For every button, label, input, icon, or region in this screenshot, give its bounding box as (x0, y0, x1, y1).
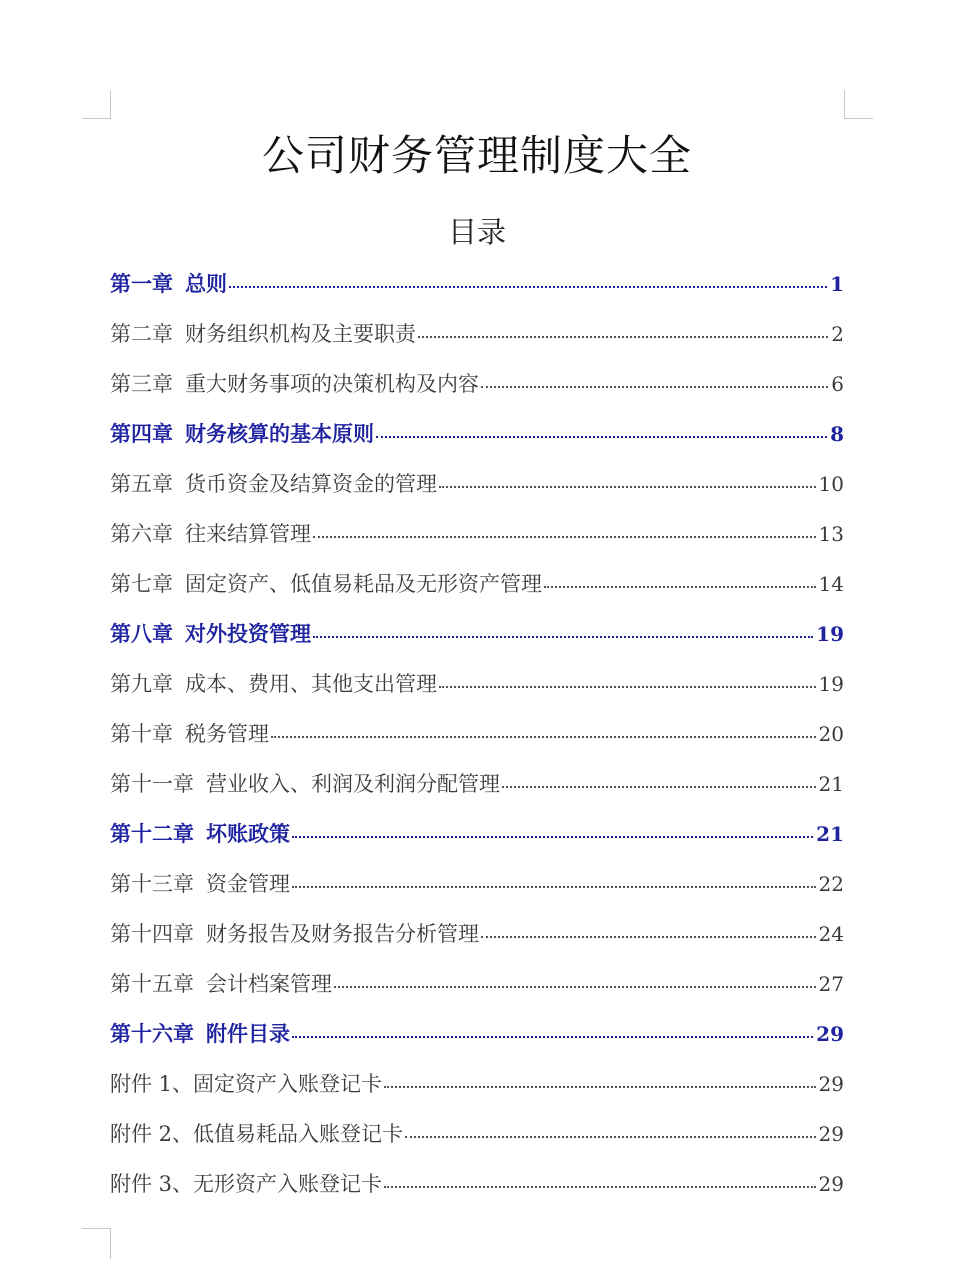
toc-entry-label (110, 962, 332, 1006)
toc-chapter-number: 第十五章 (110, 972, 194, 996)
toc-page-number: 27 (818, 972, 844, 996)
toc-dot-leader (229, 286, 827, 288)
toc-chapter-number: 第八章 (110, 621, 173, 646)
toc-chapter-number: 第十四章 (110, 922, 194, 946)
toc-page-number: 13 (818, 522, 844, 546)
toc-chapter-title: 税务管理 (185, 722, 269, 746)
toc-dot-leader (384, 1186, 816, 1188)
toc-entry[interactable] (110, 862, 844, 912)
toc-page-number: 22 (818, 872, 844, 896)
toc-page-number: 19 (816, 622, 844, 646)
toc-chapter-number: 第十一章 (110, 772, 194, 796)
toc-dot-leader (313, 536, 816, 538)
toc-chapter-title: 总则 (185, 271, 227, 296)
toc-chapter-title: 重大财务事项的决策机构及内容 (185, 372, 479, 396)
toc-entry-label (110, 612, 311, 656)
toc-entry-label (110, 762, 500, 806)
toc-dot-leader (405, 1136, 816, 1138)
toc-page-number: 10 (818, 472, 844, 496)
toc-entry-label (110, 562, 542, 606)
toc-page-number: 6 (831, 372, 844, 396)
crop-mark-bottom-left (82, 1228, 111, 1259)
toc-chapter-title: 附件 2、低值易耗品入账登记卡 (110, 1122, 404, 1146)
toc-dot-leader (376, 436, 827, 438)
toc-entry-label (110, 412, 374, 456)
toc-dot-leader (292, 836, 813, 838)
toc-entry[interactable] (110, 912, 844, 962)
toc-entry-label (110, 862, 290, 906)
toc-dot-leader (481, 936, 816, 938)
table-of-contents (110, 262, 844, 1212)
toc-entry[interactable] (110, 712, 844, 762)
toc-chapter-title: 成本、费用、其他支出管理 (185, 672, 437, 696)
toc-heading: 目录 (447, 215, 506, 249)
toc-entry[interactable] (110, 362, 844, 412)
toc-chapter-title: 固定资产、低值易耗品及无形资产管理 (185, 572, 542, 596)
crop-mark-top-left (82, 90, 111, 119)
toc-dot-leader (481, 386, 828, 388)
toc-entry-label (110, 1112, 403, 1156)
toc-entry-label (110, 812, 290, 856)
toc-entry-label (110, 912, 479, 956)
toc-page-number: 14 (818, 572, 844, 596)
toc-page-number: 29 (818, 1072, 844, 1096)
toc-page-number: 19 (818, 672, 844, 696)
toc-chapter-title: 附件目录 (206, 1021, 290, 1046)
toc-chapter-number: 第二章 (110, 322, 173, 346)
toc-page-number: 24 (818, 922, 844, 946)
toc-entry[interactable] (110, 962, 844, 1012)
toc-chapter-title: 附件 1、固定资产入账登记卡 (110, 1072, 383, 1096)
toc-page-number: 20 (818, 722, 844, 746)
toc-dot-leader (292, 886, 816, 888)
toc-chapter-number: 第十三章 (110, 872, 194, 896)
toc-dot-leader (544, 586, 816, 588)
toc-chapter-number: 第十六章 (110, 1021, 194, 1046)
toc-dot-leader (334, 986, 816, 988)
toc-entry[interactable] (110, 562, 844, 612)
toc-entry[interactable] (110, 1062, 844, 1112)
toc-chapter-title: 附件 3、无形资产入账登记卡 (110, 1172, 383, 1196)
toc-entry-label (110, 1062, 382, 1106)
toc-page-number: 21 (816, 822, 844, 846)
toc-entry-label (110, 262, 227, 306)
toc-dot-leader (271, 736, 816, 738)
toc-chapter-number: 第十章 (110, 722, 173, 746)
toc-chapter-number: 第七章 (110, 572, 173, 596)
toc-entry[interactable] (110, 662, 844, 712)
toc-chapter-title: 财务核算的基本原则 (185, 421, 374, 446)
toc-chapter-title: 资金管理 (206, 872, 290, 896)
toc-chapter-number: 第九章 (110, 672, 173, 696)
toc-entry-label (110, 462, 437, 506)
document-title: 公司财务管理制度大全 (261, 131, 692, 180)
toc-page-number: 2 (831, 322, 844, 346)
toc-chapter-number: 第六章 (110, 522, 173, 546)
toc-entry[interactable] (110, 612, 844, 662)
toc-entry[interactable] (110, 412, 844, 462)
toc-dot-leader (439, 486, 816, 488)
toc-entry-label (110, 1012, 290, 1056)
toc-chapter-number: 第四章 (110, 421, 173, 446)
toc-entry[interactable] (110, 1112, 844, 1162)
toc-chapter-number: 第三章 (110, 372, 173, 396)
toc-page-number: 21 (818, 772, 844, 796)
toc-entry-label (110, 362, 479, 406)
toc-entry-label (110, 312, 416, 356)
toc-page-number: 8 (830, 422, 844, 446)
toc-page-number: 29 (818, 1172, 844, 1196)
toc-chapter-title: 货币资金及结算资金的管理 (185, 472, 437, 496)
toc-dot-leader (502, 786, 816, 788)
toc-dot-leader (384, 1086, 816, 1088)
toc-chapter-title: 营业收入、利润及利润分配管理 (206, 772, 500, 796)
toc-entry[interactable] (110, 462, 844, 512)
toc-entry[interactable] (110, 262, 844, 312)
toc-page-number: 29 (818, 1122, 844, 1146)
toc-entry[interactable] (110, 762, 844, 812)
toc-entry[interactable] (110, 312, 844, 362)
toc-page-number: 29 (816, 1022, 844, 1046)
toc-entry-label (110, 662, 437, 706)
toc-chapter-title: 财务组织机构及主要职责 (185, 322, 416, 346)
toc-entry-label (110, 1162, 382, 1206)
toc-entry[interactable] (110, 1012, 844, 1062)
toc-entry-label (110, 512, 311, 556)
toc-entry[interactable] (110, 1162, 844, 1212)
toc-chapter-number: 第一章 (110, 271, 173, 296)
toc-dot-leader (418, 336, 828, 338)
toc-entry[interactable] (110, 812, 844, 862)
toc-entry-label (110, 712, 269, 756)
toc-chapter-number: 第十二章 (110, 821, 194, 846)
toc-dot-leader (292, 1036, 813, 1038)
toc-page-number: 1 (830, 272, 844, 296)
toc-dot-leader (439, 686, 816, 688)
toc-dot-leader (313, 636, 813, 638)
toc-chapter-title: 对外投资管理 (185, 621, 311, 646)
toc-chapter-number: 第五章 (110, 472, 173, 496)
toc-chapter-title: 财务报告及财务报告分析管理 (206, 922, 479, 946)
toc-chapter-title: 坏账政策 (206, 821, 290, 846)
toc-chapter-title: 会计档案管理 (206, 972, 332, 996)
toc-chapter-title: 往来结算管理 (185, 522, 311, 546)
crop-mark-top-right (844, 90, 873, 119)
toc-entry[interactable] (110, 512, 844, 562)
